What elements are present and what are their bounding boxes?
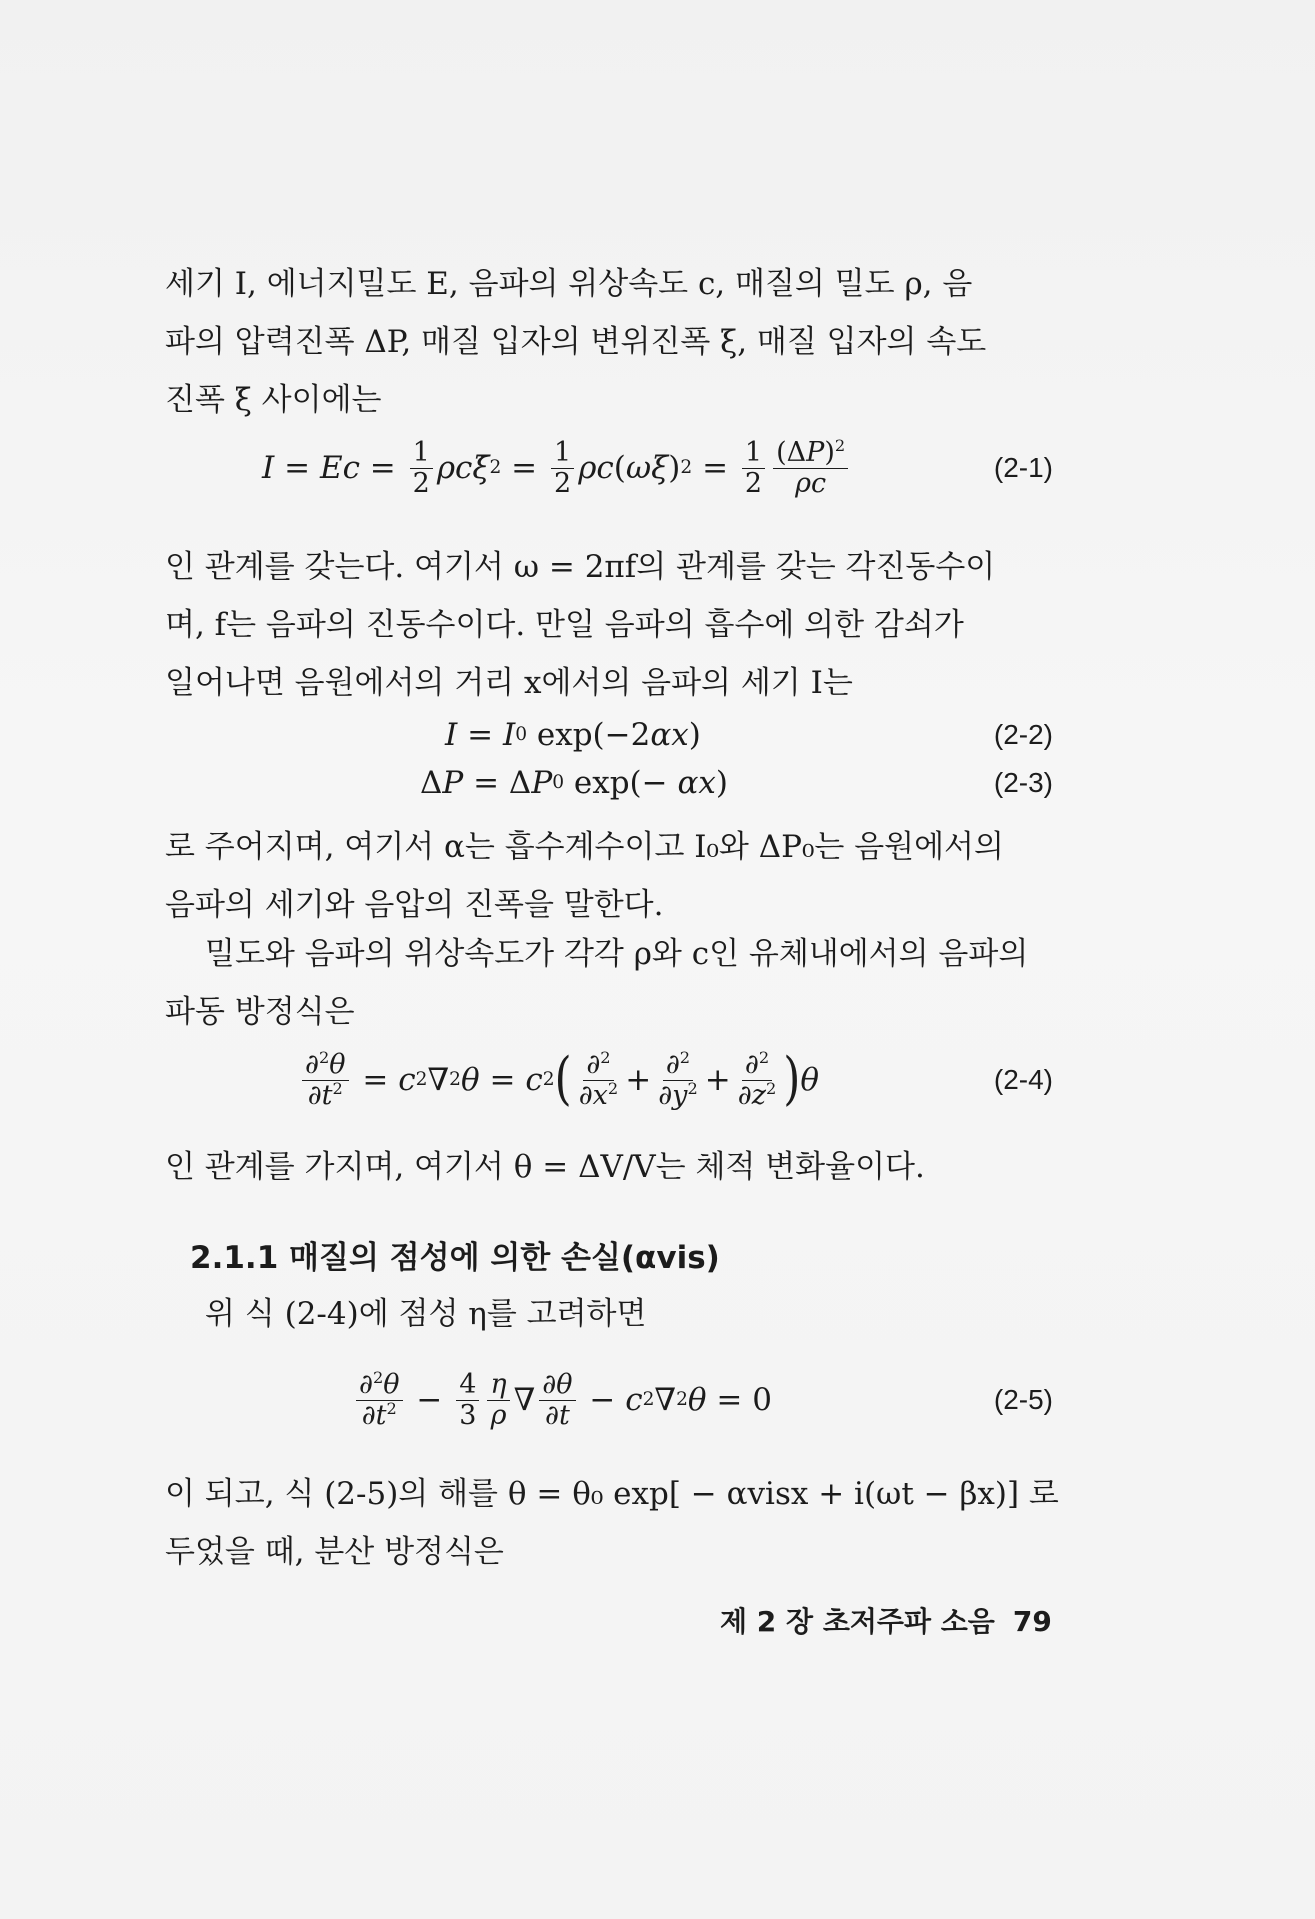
equation-number: (2-4) <box>993 1064 1053 1095</box>
paragraph-6 <box>165 1285 1090 1343</box>
text-line: 위 식 (2-4)에 점성 η를 고려하면 <box>205 1296 647 1332</box>
equation-2-3 <box>0 748 1315 818</box>
equation-2-1 <box>0 433 1315 503</box>
text-line: 며, f는 음파의 진동수이다. 만일 음파의 흡수에 의한 감쇠가 <box>165 607 964 643</box>
text-line: 파의 압력진폭 ΔP, 매질 입자의 변위진폭 ξ, 매질 입자의 속도 <box>165 324 987 360</box>
paragraph-3 <box>165 818 1090 934</box>
page-footer <box>720 1600 1052 1640</box>
equation-body: $\frac{\partial^2\theta}{\partial t^2}$ = c 2 ∇ 2 θ = c 2 ( $\frac{\partial^2}{\partial x^2}$ + $\frac{\partial^2}{\partial y^2}$ + $\frac{\partial^2}{\partial z^2}$ ) θ <box>298 1045 819 1115</box>
text-line: 일어나면 음원에서의 거리 x에서의 음파의 세기 I는 <box>165 665 853 701</box>
text-line: 인 관계를 갖는다. 여기서 ω = 2πf의 관계를 갖는 각진동수이 <box>165 549 996 585</box>
text-line: 로 주어지며, 여기서 α는 흡수계수이고 I₀와 ΔP₀는 음원에서의 <box>165 829 1004 865</box>
text-line: 이 되고, 식 (2-5)의 해를 θ = θ₀ exp[ − αvisx + i(ωt − βx)] 로 <box>165 1476 1059 1512</box>
text-line: 두었을 때, 분산 방정식은 <box>165 1534 504 1570</box>
equation-body: $\frac{\partial^2\theta}{\partial t^2}$ − $\frac{4}{3}$ $\frac{\eta}{\rho}$ ∇ $\frac{\partial\theta}{\partial t}$ − c 2 ∇ 2 θ = 0 <box>352 1365 772 1435</box>
paragraph-7 <box>165 1465 1090 1581</box>
equation-body: I = I 0 exp(−2 αx ) <box>445 717 701 753</box>
paragraph-5 <box>165 1138 1090 1196</box>
paragraph-1 <box>165 255 1090 429</box>
text-line: 밀도와 음파의 위상속도가 각각 ρ와 c인 유체내에서의 음파의 <box>205 936 1029 972</box>
text-line: 음파의 세기와 음압의 진폭을 말한다. <box>165 887 664 923</box>
page-number: 79 <box>1012 1605 1052 1638</box>
equation-number: (2-2) <box>993 719 1053 750</box>
text-line: 세기 I, 에너지밀도 E, 음파의 위상속도 c, 매질의 밀도 ρ, 음 <box>165 266 973 302</box>
chapter-title: 제 2 장 초저주파 소음 <box>720 1605 995 1638</box>
text-line: 파동 방정식은 <box>165 994 355 1030</box>
equation-number: (2-3) <box>993 767 1053 798</box>
equation-body: I = Ec = $\frac{1}{2}$ ρc ξ̇ 2 = $\frac{1}{2}$ ρc ( ωξ ) 2 = $\frac{1}{2}$ $\frac{(\Delta P)^2}{\rho c}$ <box>262 433 852 503</box>
equation-body: Δ P = Δ P 0 exp(− αx ) <box>420 765 729 801</box>
text-line: 인 관계를 가지며, 여기서 θ = ΔV/V는 체적 변화율이다. <box>165 1149 925 1185</box>
text-line: 진폭 ξ̇ 사이에는 <box>165 382 382 418</box>
paragraph-2 <box>165 538 1090 712</box>
equation-number: (2-1) <box>993 452 1053 483</box>
paragraph-4 <box>165 925 1090 1041</box>
equation-number: (2-5) <box>993 1384 1053 1415</box>
section-heading: 2.1.1 매질의 점성에 의한 손실(αvis) <box>190 1240 720 1276</box>
equation-2-5 <box>0 1365 1315 1435</box>
equation-2-4 <box>0 1045 1315 1115</box>
